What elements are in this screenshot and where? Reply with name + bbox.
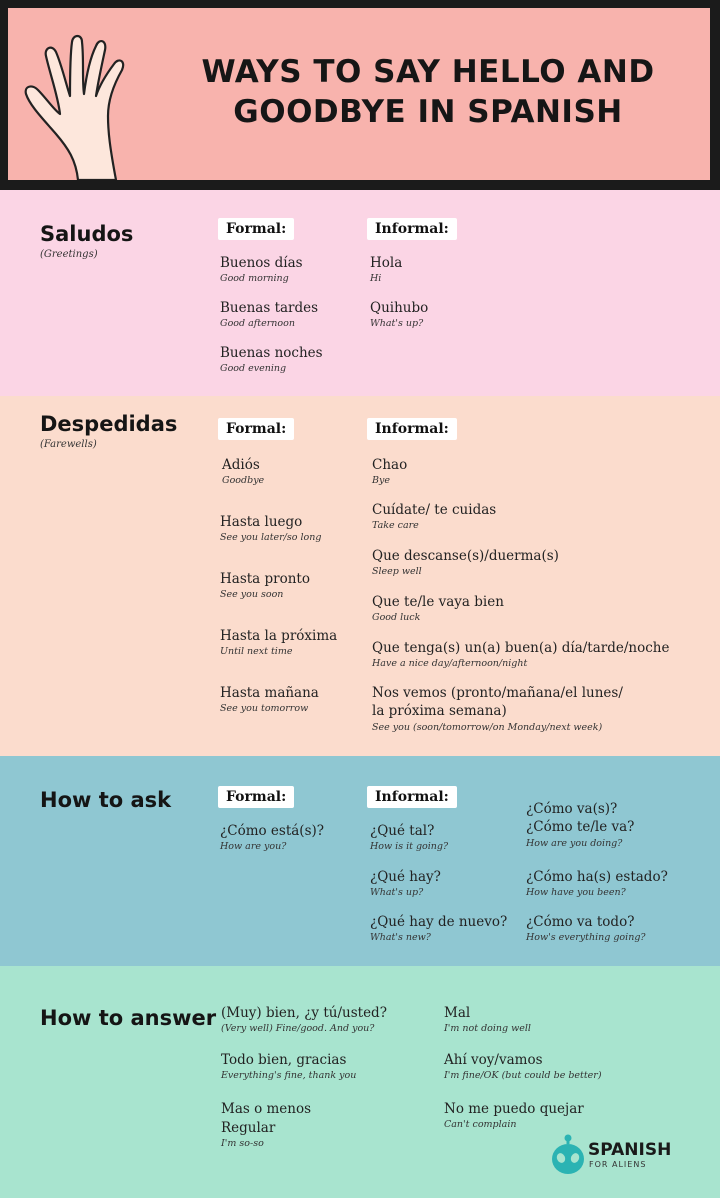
translation: What's up? bbox=[370, 887, 424, 898]
alien-logo-icon bbox=[550, 1134, 586, 1176]
phrase: (Muy) bien, ¿y tú/usted? bbox=[221, 1005, 387, 1021]
formal-label: Formal: bbox=[218, 218, 294, 240]
formal-label: Formal: bbox=[218, 786, 294, 808]
phrase: Que descanse(s)/duerma(s) bbox=[372, 548, 559, 564]
phrase: Chao bbox=[372, 457, 408, 473]
section-title: Despedidas bbox=[40, 412, 178, 436]
translation: Goodbye bbox=[222, 475, 265, 486]
translation: Hi bbox=[370, 273, 382, 284]
translation: I'm so-so bbox=[221, 1138, 264, 1149]
phrase-continued: Regular bbox=[221, 1120, 276, 1136]
phrase: Ahí voy/vamos bbox=[444, 1052, 543, 1068]
section-saludos bbox=[0, 190, 720, 396]
phrase: Hasta luego bbox=[220, 514, 303, 530]
informal-label: Informal: bbox=[367, 218, 457, 240]
phrase: Buenos días bbox=[220, 255, 303, 271]
translation: Everything's fine, thank you bbox=[221, 1070, 357, 1081]
logo-name: SPANISH bbox=[588, 1140, 672, 1160]
section-despedidas bbox=[0, 396, 720, 756]
phrase: ¿Qué hay? bbox=[370, 869, 441, 885]
phrase: Adiós bbox=[222, 457, 260, 473]
page-title bbox=[158, 52, 698, 132]
translation: What's up? bbox=[370, 318, 424, 329]
section-subtitle: (Greetings) bbox=[40, 249, 98, 260]
phrase: Hola bbox=[370, 255, 403, 271]
phrase: Que te/le vaya bien bbox=[372, 594, 504, 610]
phrase: ¿Cómo está(s)? bbox=[220, 823, 325, 839]
phrase: Buenas tardes bbox=[220, 300, 319, 316]
phrase-continued: ¿Cómo te/le va? bbox=[526, 819, 635, 835]
section-title: How to answer bbox=[40, 1006, 217, 1030]
phrase: ¿Qué hay de nuevo? bbox=[370, 914, 508, 930]
phrase: Cuídate/ te cuidas bbox=[372, 502, 497, 518]
phrase: Todo bien, gracias bbox=[221, 1052, 347, 1068]
phrase: Mal bbox=[444, 1005, 471, 1021]
translation: Can't complain bbox=[444, 1119, 517, 1130]
phrase: ¿Cómo ha(s) estado? bbox=[526, 869, 668, 885]
translation: Take care bbox=[372, 520, 419, 531]
phrase: No me puedo quejar bbox=[444, 1101, 584, 1117]
informal-label: Informal: bbox=[367, 786, 457, 808]
section-subtitle: (Farewells) bbox=[40, 439, 97, 450]
translation: I'm fine/OK (but could be better) bbox=[444, 1070, 602, 1081]
translation: Good luck bbox=[372, 612, 421, 623]
translation: What's new? bbox=[370, 932, 431, 943]
translation: How are you doing? bbox=[526, 838, 623, 849]
translation: See you soon bbox=[220, 589, 284, 600]
phrase: Hasta mañana bbox=[220, 685, 319, 701]
translation: Good morning bbox=[220, 273, 289, 284]
phrase: Hasta pronto bbox=[220, 571, 310, 587]
header-banner bbox=[4, 4, 714, 184]
phrase: ¿Cómo va(s)? bbox=[526, 801, 618, 817]
translation: How's everything going? bbox=[526, 932, 646, 943]
translation: Until next time bbox=[220, 646, 293, 657]
translation: I'm not doing well bbox=[444, 1023, 531, 1034]
translation: Have a nice day/afternoon/night bbox=[372, 658, 528, 669]
translation: (Very well) Fine/good. And you? bbox=[221, 1023, 375, 1034]
phrase: Mas o menos bbox=[221, 1101, 312, 1117]
translation: How are you? bbox=[220, 841, 287, 852]
translation: How is it going? bbox=[370, 841, 449, 852]
logo-subtitle: FOR ALIENS bbox=[589, 1160, 647, 1169]
translation: How have you been? bbox=[526, 887, 626, 898]
formal-label: Formal: bbox=[218, 418, 294, 440]
phrase: ¿Qué tal? bbox=[370, 823, 435, 839]
phrase: Nos vemos (pronto/mañana/el lunes/ bbox=[372, 685, 623, 701]
translation: See you (soon/tomorrow/on Monday/next week) bbox=[372, 722, 603, 733]
phrase: Buenas noches bbox=[220, 345, 323, 361]
section-title: How to ask bbox=[40, 788, 172, 812]
translation: Bye bbox=[372, 475, 390, 486]
phrase: Quihubo bbox=[370, 300, 429, 316]
informal-label: Informal: bbox=[367, 418, 457, 440]
title-line-2: GOODBYE IN SPANISH bbox=[233, 94, 623, 130]
phrase: Que tenga(s) un(a) buen(a) día/tarde/noche bbox=[372, 640, 670, 656]
translation: Good afternoon bbox=[220, 318, 295, 329]
translation: See you tomorrow bbox=[220, 703, 309, 714]
section-how-to-ask bbox=[0, 756, 720, 966]
phrase: ¿Cómo va todo? bbox=[526, 914, 635, 930]
phrase-continued: la próxima semana) bbox=[372, 703, 507, 719]
phrase: Hasta la próxima bbox=[220, 628, 338, 644]
translation: Good evening bbox=[220, 363, 287, 374]
section-title: Saludos bbox=[40, 222, 134, 246]
translation: Sleep well bbox=[372, 566, 422, 577]
waving-hand-icon bbox=[16, 30, 156, 180]
translation: See you later/so long bbox=[220, 532, 322, 543]
title-line-1: WAYS TO SAY HELLO AND bbox=[201, 54, 655, 90]
